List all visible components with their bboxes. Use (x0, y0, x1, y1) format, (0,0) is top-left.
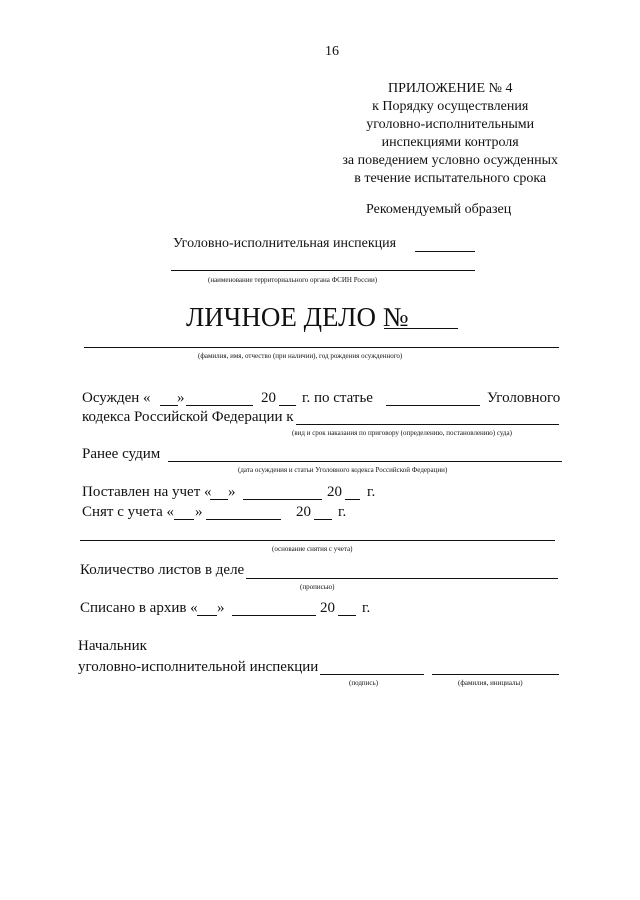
conviction-prefix: Осужден « (82, 390, 151, 406)
removal-reason-line[interactable] (80, 540, 555, 541)
archive-month-blank[interactable] (232, 615, 316, 616)
sheets-caption: (прописью) (300, 583, 335, 591)
case-number-blank[interactable] (384, 328, 458, 329)
appendix-line: к Порядку осуществления (372, 99, 529, 114)
previous-caption: (дата осуждения и статьи Уголовного кодекса Российской Федерации) (238, 466, 448, 474)
conviction-year-blank[interactable] (279, 405, 296, 406)
archive-year-suffix: г. (362, 600, 371, 616)
signature-name-blank[interactable] (432, 674, 559, 675)
appendix-line: за поведением условно осужденных (342, 153, 558, 168)
removed-year-suffix: г. (338, 504, 347, 520)
registered-label: Поставлен на учет « (82, 484, 212, 500)
sentence-blank[interactable] (296, 424, 559, 425)
appendix-line: ПРИЛОЖЕНИЕ № 4 (387, 81, 513, 96)
conviction-day-blank[interactable] (160, 405, 178, 406)
conviction-code-word: Уголовного (487, 390, 561, 406)
signature-org: уголовно-исполнительной инспекции (78, 659, 319, 675)
appendix-line: инспекциями контроля (381, 135, 519, 150)
registered-quote-close: » (228, 484, 236, 500)
convict-caption: (фамилия, имя, отчество (при наличии), год рождения осужденного) (198, 352, 403, 360)
conviction-quote-close: » (177, 390, 185, 406)
conviction-month-blank[interactable] (186, 405, 253, 406)
appendix-block (342, 80, 558, 188)
previous-blank[interactable] (168, 461, 562, 462)
removed-label: Снят с учета « (82, 504, 174, 520)
sheets-blank[interactable] (246, 578, 558, 579)
page-number: 16 (325, 44, 339, 59)
removed-day-blank[interactable] (174, 519, 194, 520)
archive-label: Списано в архив « (80, 600, 198, 616)
inspection-name-line[interactable] (171, 270, 475, 271)
conviction-line2: кодекса Российской Федерации к (82, 409, 294, 425)
removed-year-prefix: 20 (296, 504, 311, 520)
registered-year-prefix: 20 (327, 484, 342, 500)
inspection-blank[interactable] (415, 251, 475, 252)
sentence-caption: (вид и срок наказания по приговору (определению, постановлению) суда) (292, 429, 512, 437)
signature-caption: (подпись) (349, 679, 379, 687)
inspection-caption: (наименование территориального органа ФСИН России) (208, 276, 378, 284)
signature-name-caption: (фамилия, инициалы) (458, 679, 523, 687)
convict-name-line[interactable] (84, 347, 559, 348)
sample-note: Рекомендуемый образец (366, 202, 512, 217)
archive-year-prefix: 20 (320, 600, 335, 616)
conviction-article-blank[interactable] (386, 405, 480, 406)
signature-blank[interactable] (320, 674, 424, 675)
registered-year-blank[interactable] (345, 499, 360, 500)
inspection-label: Уголовно-исполнительная инспекция (173, 236, 397, 251)
removed-month-blank[interactable] (206, 519, 281, 520)
appendix-line: в течение испытательного срока (354, 171, 547, 186)
removal-reason-caption: (основание снятия с учета) (272, 545, 353, 553)
archive-day-blank[interactable] (197, 615, 217, 616)
archive-quote-close: » (217, 600, 225, 616)
signature-title: Начальник (78, 638, 147, 654)
archive-year-blank[interactable] (338, 615, 356, 616)
conviction-year-prefix: 20 (261, 390, 276, 406)
registered-month-blank[interactable] (243, 499, 322, 500)
removed-year-blank[interactable] (314, 519, 332, 520)
conviction-year-suffix: г. по статье (302, 390, 373, 406)
removed-quote-close: » (195, 504, 203, 520)
appendix-line: уголовно-исполнительными (366, 117, 535, 132)
registered-day-blank[interactable] (210, 499, 228, 500)
previous-label: Ранее судим (82, 446, 161, 462)
registered-year-suffix: г. (367, 484, 376, 500)
document-title: ЛИЧНОЕ ДЕЛО № (186, 302, 409, 332)
sheets-label: Количество листов в деле (80, 562, 245, 578)
